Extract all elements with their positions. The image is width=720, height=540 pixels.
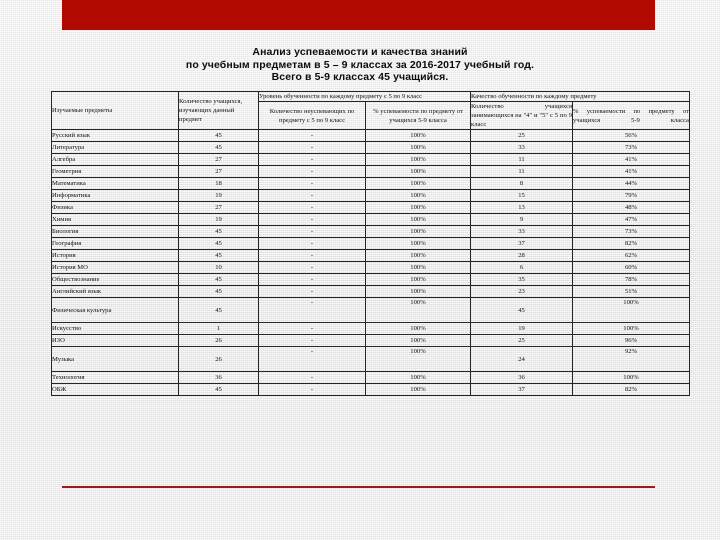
title-line-3: Всего в 5-9 классах 45 учащийся.	[271, 71, 449, 84]
cell-failing-count: -	[259, 262, 366, 274]
table-head	[52, 92, 690, 130]
cell-subject: Математика	[52, 178, 179, 190]
cell-subject: Обществознание	[52, 274, 179, 286]
cell-good-count: 13	[471, 202, 573, 214]
cell-students-count: 19	[179, 190, 259, 202]
header-level-percent: % успеваемости по предмету от учащихся 5-9 класса	[366, 102, 471, 130]
analysis-table	[51, 91, 690, 396]
cell-good-count: 37	[471, 238, 573, 250]
cell-subject: Физика	[52, 202, 179, 214]
cell-subject: История МО	[52, 262, 179, 274]
cell-quality-percent: 41%	[573, 154, 690, 166]
cell-level-percent: 100%	[366, 166, 471, 178]
cell-students-count: 36	[179, 372, 259, 384]
cell-subject: История	[52, 250, 179, 262]
cell-good-count: 28	[471, 250, 573, 262]
cell-subject: Геометрия	[52, 166, 179, 178]
header-level-group: Уровень обученности по каждому предмету с 5 по 9 класс	[259, 92, 471, 102]
cell-failing-count: -	[259, 130, 366, 142]
cell-quality-percent: 78%	[573, 274, 690, 286]
cell-good-count: 33	[471, 226, 573, 238]
cell-good-count: 15	[471, 190, 573, 202]
cell-level-percent: 100%	[366, 262, 471, 274]
cell-level-percent: 100%	[366, 130, 471, 142]
table-row	[52, 286, 690, 298]
table-row	[52, 250, 690, 262]
cell-level-percent: 100%	[366, 202, 471, 214]
cell-good-count: 6	[471, 262, 573, 274]
cell-quality-percent: 60%	[573, 262, 690, 274]
cell-quality-percent: 79%	[573, 190, 690, 202]
top-red-banner	[62, 0, 655, 30]
cell-subject: Физическая культура	[52, 298, 179, 323]
cell-good-count: 9	[471, 214, 573, 226]
cell-level-percent: 100%	[366, 286, 471, 298]
page-title	[0, 46, 720, 84]
cell-subject: География	[52, 238, 179, 250]
table-row	[52, 262, 690, 274]
table-row	[52, 178, 690, 190]
cell-quality-percent: 48%	[573, 202, 690, 214]
cell-level-percent: 100%	[366, 214, 471, 226]
cell-subject: Музыка	[52, 347, 179, 372]
header-good-count: Количество учащихся занимающихся на "4" и "5" с 5 по 9 класс	[471, 103, 572, 128]
cell-good-count: 19	[471, 323, 573, 335]
cell-quality-percent: 100%	[573, 323, 690, 335]
cell-failing-count: -	[259, 238, 366, 250]
cell-failing-count: -	[259, 384, 366, 396]
cell-students-count: 45	[179, 384, 259, 396]
cell-level-percent: 100%	[366, 226, 471, 238]
header-quality-group: Качество обученности по каждому предмету	[471, 92, 690, 102]
cell-level-percent: 100%	[366, 347, 471, 372]
table-row	[52, 274, 690, 286]
cell-students-count: 18	[179, 178, 259, 190]
cell-good-count: 23	[471, 286, 573, 298]
cell-subject: Биология	[52, 226, 179, 238]
header-failing-count: Количество неуспевающих по предмету с 5 по 9 класс	[259, 102, 366, 130]
cell-level-percent: 100%	[366, 142, 471, 154]
cell-level-percent: 100%	[366, 372, 471, 384]
cell-failing-count: -	[259, 214, 366, 226]
cell-good-count: 11	[471, 166, 573, 178]
cell-good-count: 36	[471, 372, 573, 384]
cell-failing-count: -	[259, 335, 366, 347]
bottom-red-rule	[62, 486, 655, 488]
cell-failing-count: -	[259, 166, 366, 178]
cell-failing-count: -	[259, 154, 366, 166]
cell-failing-count: -	[259, 226, 366, 238]
cell-students-count: 45	[179, 142, 259, 154]
header-subjects: Изучаемые предметы	[52, 92, 179, 130]
cell-failing-count: -	[259, 372, 366, 384]
cell-quality-percent: 100%	[573, 372, 690, 384]
table-row	[52, 347, 690, 372]
cell-good-count: 35	[471, 274, 573, 286]
cell-failing-count: -	[259, 190, 366, 202]
cell-subject: Алгебра	[52, 154, 179, 166]
cell-level-percent: 100%	[366, 384, 471, 396]
cell-students-count: 45	[179, 130, 259, 142]
cell-students-count: 45	[179, 298, 259, 323]
cell-quality-percent: 96%	[573, 335, 690, 347]
cell-students-count: 45	[179, 226, 259, 238]
table-row	[52, 202, 690, 214]
cell-quality-percent: 56%	[573, 130, 690, 142]
cell-quality-percent: 73%	[573, 226, 690, 238]
cell-quality-percent: 100%	[573, 298, 690, 323]
cell-students-count: 45	[179, 274, 259, 286]
table-row	[52, 154, 690, 166]
cell-students-count: 45	[179, 250, 259, 262]
table-body	[52, 130, 690, 396]
cell-level-percent: 100%	[366, 335, 471, 347]
cell-subject: Искусство	[52, 323, 179, 335]
title-line-2: по учебным предметам в 5 – 9 классах за 2016-2017 учебный год.	[185, 58, 535, 71]
cell-failing-count: -	[259, 178, 366, 190]
table-row	[52, 166, 690, 178]
cell-good-count: 33	[471, 142, 573, 154]
cell-good-count: 45	[471, 298, 573, 323]
cell-level-percent: 100%	[366, 154, 471, 166]
cell-good-count: 37	[471, 384, 573, 396]
header-students-count: Количество учащихся, изучающих данный предмет	[179, 92, 259, 130]
header-quality-percent: % успеваемости по предмету от учащихся 5-9 класса	[573, 102, 690, 130]
cell-good-count: 25	[471, 335, 573, 347]
cell-students-count: 27	[179, 166, 259, 178]
cell-failing-count: -	[259, 250, 366, 262]
cell-students-count: 26	[179, 347, 259, 372]
cell-students-count: 10	[179, 262, 259, 274]
cell-subject: Литература	[52, 142, 179, 154]
cell-subject: ИЗО	[52, 335, 179, 347]
cell-subject: Английский язык	[52, 286, 179, 298]
cell-level-percent: 100%	[366, 323, 471, 335]
cell-subject: Русский язык	[52, 130, 179, 142]
table-row	[52, 142, 690, 154]
cell-quality-percent: 47%	[573, 214, 690, 226]
cell-failing-count: -	[259, 202, 366, 214]
table-row	[52, 335, 690, 347]
cell-level-percent: 100%	[366, 274, 471, 286]
table-row	[52, 130, 690, 142]
cell-students-count: 19	[179, 214, 259, 226]
cell-quality-percent: 51%	[573, 286, 690, 298]
cell-quality-percent: 82%	[573, 384, 690, 396]
cell-subject: ОБЖ	[52, 384, 179, 396]
table-row	[52, 298, 690, 323]
cell-students-count: 27	[179, 154, 259, 166]
cell-failing-count: -	[259, 323, 366, 335]
cell-failing-count: -	[259, 347, 366, 372]
cell-students-count: 45	[179, 238, 259, 250]
cell-level-percent: 100%	[366, 190, 471, 202]
table-row	[52, 214, 690, 226]
cell-failing-count: -	[259, 274, 366, 286]
cell-level-percent: 100%	[366, 250, 471, 262]
cell-quality-percent: 73%	[573, 142, 690, 154]
cell-students-count: 27	[179, 202, 259, 214]
analysis-table-container	[51, 91, 689, 396]
table-row	[52, 226, 690, 238]
cell-subject: Химия	[52, 214, 179, 226]
cell-level-percent: 100%	[366, 178, 471, 190]
cell-good-count: 11	[471, 154, 573, 166]
header-row-top	[52, 92, 690, 102]
cell-quality-percent: 44%	[573, 178, 690, 190]
cell-students-count: 1	[179, 323, 259, 335]
table-row	[52, 323, 690, 335]
table-row	[52, 238, 690, 250]
cell-level-percent: 100%	[366, 298, 471, 323]
cell-quality-percent: 62%	[573, 250, 690, 262]
cell-failing-count: -	[259, 298, 366, 323]
cell-good-count: 8	[471, 178, 573, 190]
cell-quality-percent: 41%	[573, 166, 690, 178]
cell-students-count: 26	[179, 335, 259, 347]
table-row	[52, 190, 690, 202]
table-row	[52, 372, 690, 384]
cell-good-count: 25	[471, 130, 573, 142]
title-line-1: Анализ успеваемости и качества знаний	[252, 46, 468, 58]
cell-quality-percent: 92%	[573, 347, 690, 372]
cell-subject: Технология	[52, 372, 179, 384]
cell-failing-count: -	[259, 142, 366, 154]
cell-good-count: 24	[471, 347, 573, 372]
cell-subject: Информатика	[52, 190, 179, 202]
cell-failing-count: -	[259, 286, 366, 298]
cell-students-count: 45	[179, 286, 259, 298]
cell-quality-percent: 82%	[573, 238, 690, 250]
table-row	[52, 384, 690, 396]
cell-level-percent: 100%	[366, 238, 471, 250]
